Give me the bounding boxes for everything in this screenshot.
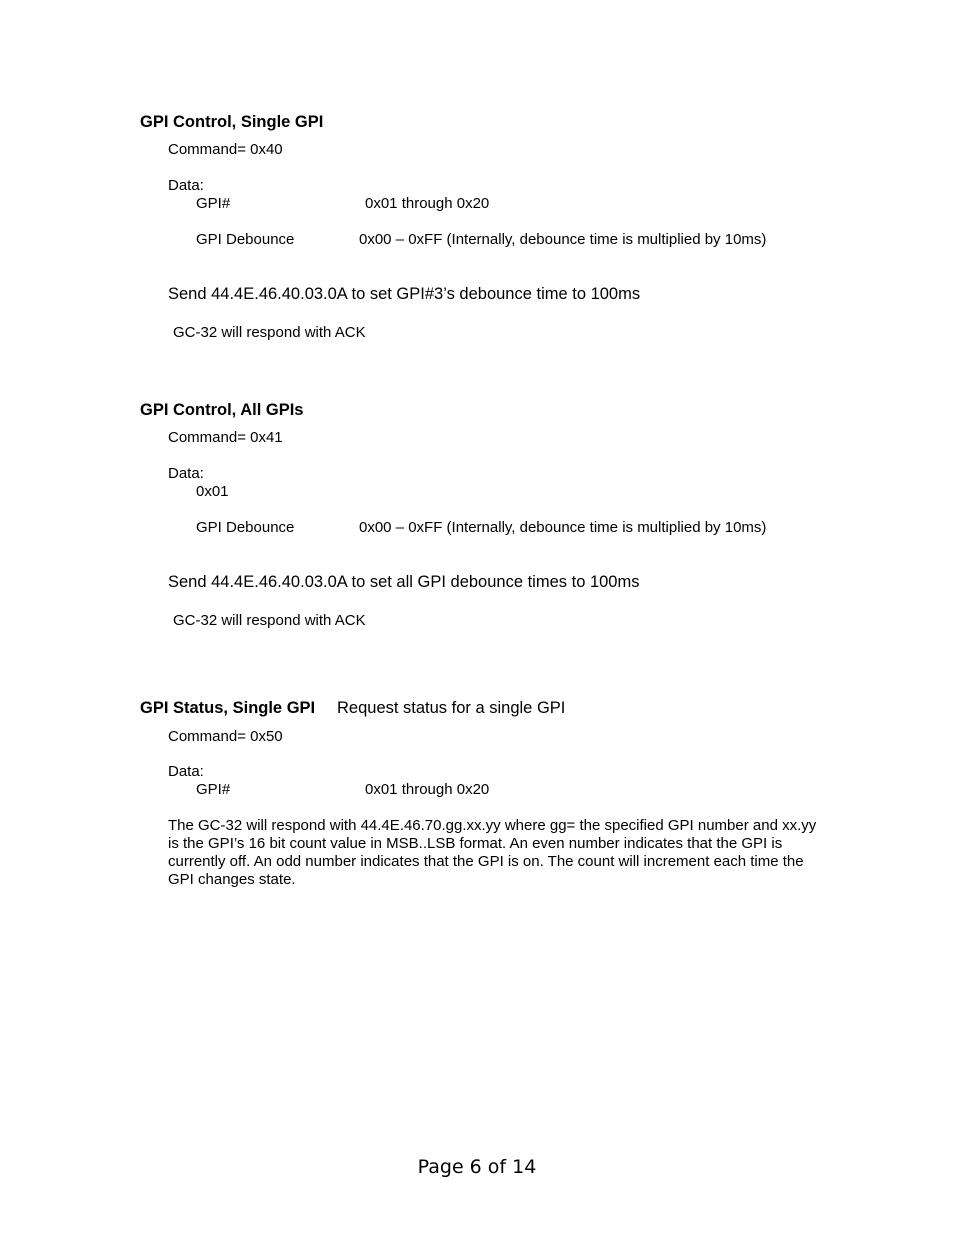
param-name-gpi-debounce: GPI Debounce xyxy=(196,231,295,248)
param-name-gpi-debounce: GPI Debounce xyxy=(196,519,295,536)
section-heading-gpi-status-single: GPI Status, Single GPI xyxy=(140,699,316,717)
response-note: GC-32 will respond with ACK xyxy=(173,612,366,629)
status-response-description: The GC-32 will respond with 44.4E.46.70.gg.xx.yy where gg= the specified GPI number and xx.yy is the GPI’s 16 bit count value in MSB..LSB format. An even number indicates that the GPI is currently off. An odd number indicates that the GPI is on. The count will increment each time the GPI changes state. xyxy=(168,817,817,888)
command-value: Command= 0x50 xyxy=(168,728,283,745)
data-label: Data: xyxy=(168,763,204,780)
param-name-all-gpis: 0x01 xyxy=(196,483,229,500)
section-heading-gpi-control-all: GPI Control, All GPIs xyxy=(140,401,304,419)
send-example: Send 44.4E.46.40.03.0A to set GPI#3’s debounce time to 100ms xyxy=(168,285,641,303)
command-value: Command= 0x41 xyxy=(168,429,283,446)
data-label: Data: xyxy=(168,465,204,482)
send-example: Send 44.4E.46.40.03.0A to set all GPI debounce times to 100ms xyxy=(168,573,640,591)
param-name-gpi-number: GPI# xyxy=(196,781,231,798)
command-value: Command= 0x40 xyxy=(168,141,283,158)
param-value-gpi-range: 0x01 through 0x20 xyxy=(365,781,490,798)
param-value-gpi-range: 0x01 through 0x20 xyxy=(365,195,490,212)
param-name-gpi-number: GPI# xyxy=(196,195,231,212)
param-value-debounce-range: 0x00 – 0xFF (Internally, debounce time is multiplied by 10ms) xyxy=(359,231,767,248)
section-heading-description: Request status for a single GPI xyxy=(337,699,566,717)
page-number: Page 6 of 14 xyxy=(417,1156,537,1178)
param-value-debounce-range: 0x00 – 0xFF (Internally, debounce time is multiplied by 10ms) xyxy=(359,519,767,536)
section-heading-gpi-control-single: GPI Control, Single GPI xyxy=(140,113,324,131)
data-label: Data: xyxy=(168,177,204,194)
response-note: GC-32 will respond with ACK xyxy=(173,324,366,341)
